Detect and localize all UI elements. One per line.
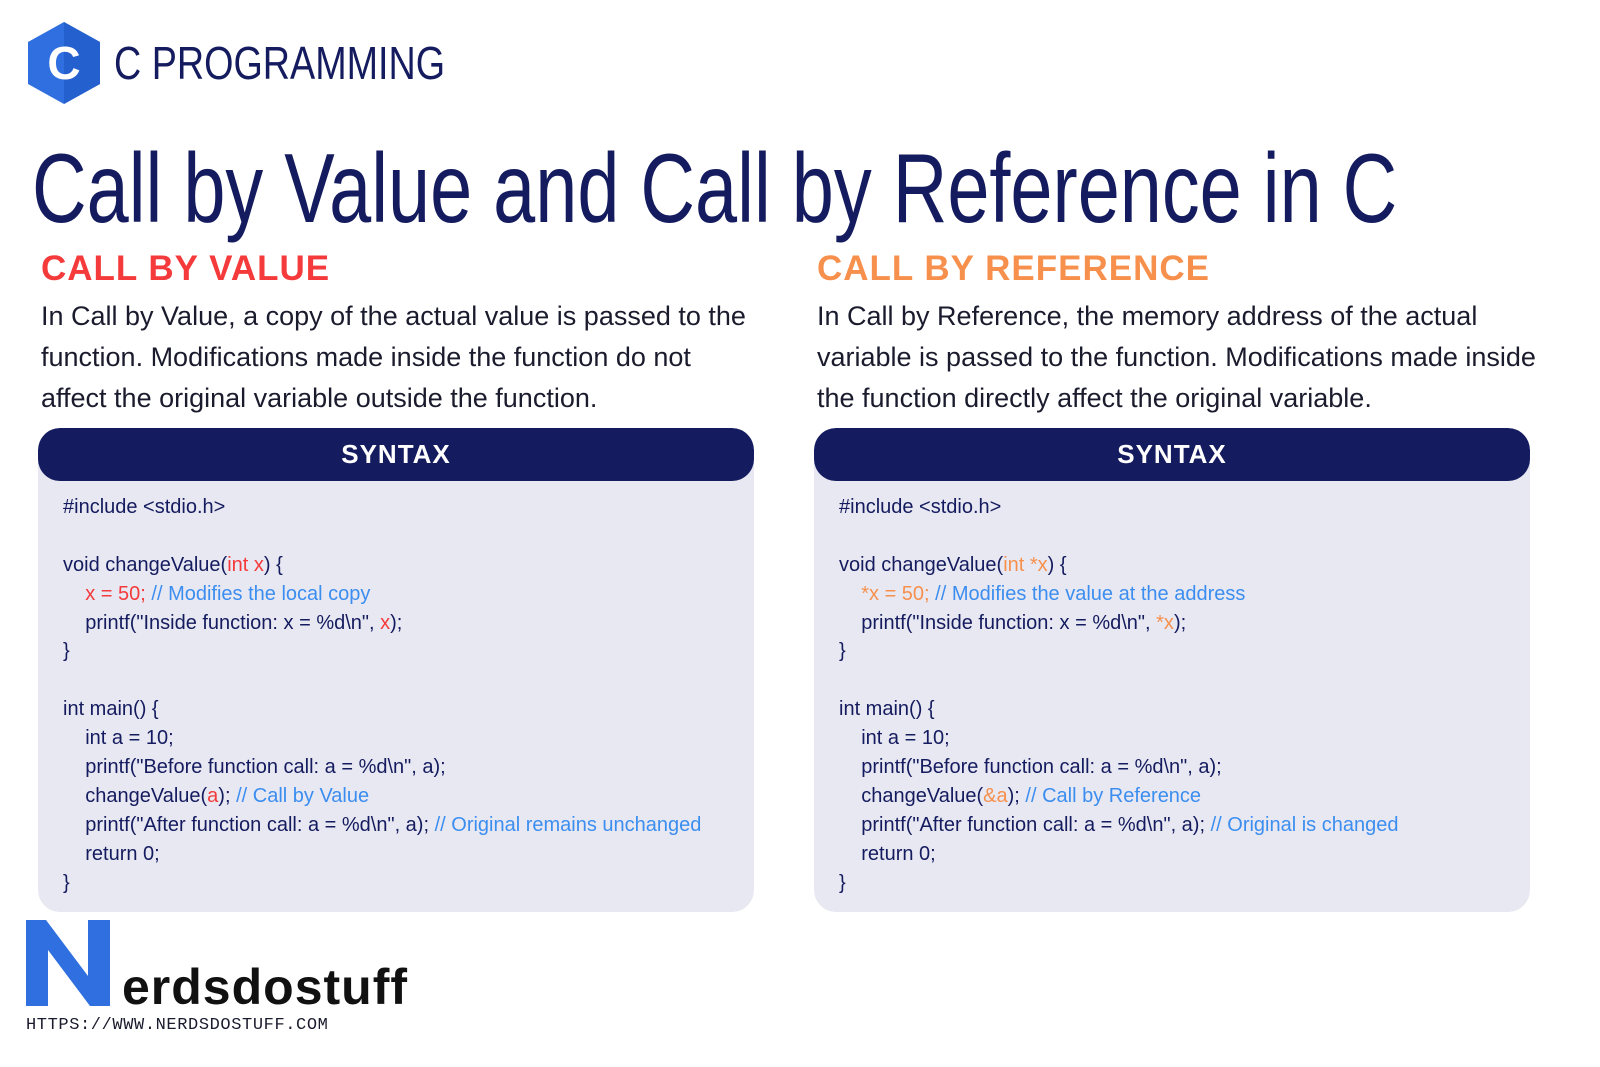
code-line-text: void changeValue( [63,553,228,576]
brand-header [26,20,518,106]
website-url[interactable]: HTTPS://WWW.NERDSDOSTUFF.COM [26,1016,329,1035]
code-line: int a = 10; [63,727,174,750]
code-line [839,522,1530,551]
code-comment: // Call by Value [236,784,370,807]
code-line: } [63,640,70,663]
call-by-value-code-card [38,428,754,912]
code-line [839,666,1530,695]
code-comment: // Original is changed [1210,813,1399,836]
code-comment: // Call by Reference [1025,784,1202,807]
code-line: int a = 10; [839,727,950,750]
code-line-text: ) { [263,553,283,576]
code-param: x [380,611,391,634]
code-line [63,666,754,695]
code-comment: // Modifies the value at the address [929,582,1246,605]
code-line: } [839,640,846,663]
code-line: #include <stdio.h> [63,496,226,518]
code-line: int main() { [839,698,935,721]
code-argument: a [207,784,219,807]
code-line-text: ); [390,611,403,634]
call-by-value-description: In Call by Value, a copy of the actual value is passed to the function. Modifications made inside the function do not affect the original variable outside the function. [41,301,746,413]
brand-title: C PROGRAMMING [114,37,446,89]
call-by-value-section [38,248,754,419]
code-comment: // Modifies the local copy [145,582,371,605]
call-by-value-heading: CALL BY VALUE [41,249,331,288]
code-line [839,609,1530,638]
code-line: #include <stdio.h> [839,496,1002,518]
code-line-text: printf("After function call: a = %d\n", a); [63,813,435,836]
syntax-header: SYNTAX [38,428,754,481]
code-assignment: *x = 50; [861,582,930,605]
code-line-text: changeValue( [63,784,208,807]
code-line: int main() { [63,698,159,721]
code-line: printf("Before function call: a = %d\n", a); [63,756,446,779]
code-argument: &a [983,784,1008,807]
code-line-text: ) { [1047,553,1067,576]
code-param: int x [227,553,264,576]
code-line: return 0; [839,842,936,865]
code-line [63,811,754,840]
code-line: printf("Before function call: a = %d\n", a); [839,756,1222,779]
brand-letter: C [47,37,81,89]
page-title: Call by Value and Call by Reference in C [32,133,1398,243]
code-line [63,609,754,638]
code-indent [63,583,85,605]
nerdsdostuff-n-logo [26,920,110,1006]
c-language-hex-icon [26,20,102,106]
code-line: return 0; [63,842,160,865]
syntax-header: SYNTAX [814,428,1530,481]
code-indent [839,583,861,605]
code-block [63,493,754,897]
call-by-reference-code-card [814,428,1530,912]
code-line [63,580,754,609]
code-line-text: printf("Inside function: x = %d\n", [63,611,381,634]
code-line [839,551,1530,580]
code-line-text: ); [1007,784,1026,807]
code-line [63,551,754,580]
code-block [839,493,1530,897]
code-line-text: void changeValue( [839,553,1004,576]
code-line [63,782,754,811]
code-line-text: printf("After function call: a = %d\n", a); [839,813,1211,836]
code-comment: // Original remains unchanged [434,813,702,836]
code-line [839,782,1530,811]
code-line [839,811,1530,840]
code-line [63,522,754,551]
code-line-text: printf("Inside function: x = %d\n", [839,611,1157,634]
code-line-text: ); [218,784,237,807]
code-line: } [839,871,846,894]
code-param: int *x [1003,553,1048,576]
call-by-reference-description: In Call by Reference, the memory address of the actual variable is passed to the function. Modifications made inside the function directly affect the original variable. [817,301,1536,413]
call-by-reference-section [814,248,1536,419]
nerdsdostuff-logo[interactable] [26,920,408,1015]
code-line-text: ); [1173,611,1187,634]
call-by-reference-heading: CALL BY REFERENCE [817,249,1210,288]
logo-text: erdsdostuff [122,959,408,1015]
code-assignment: x = 50; [85,582,146,605]
code-line: } [63,871,70,894]
code-line-text: changeValue( [839,784,984,807]
code-param: *x [1156,611,1174,634]
code-line [839,580,1530,609]
